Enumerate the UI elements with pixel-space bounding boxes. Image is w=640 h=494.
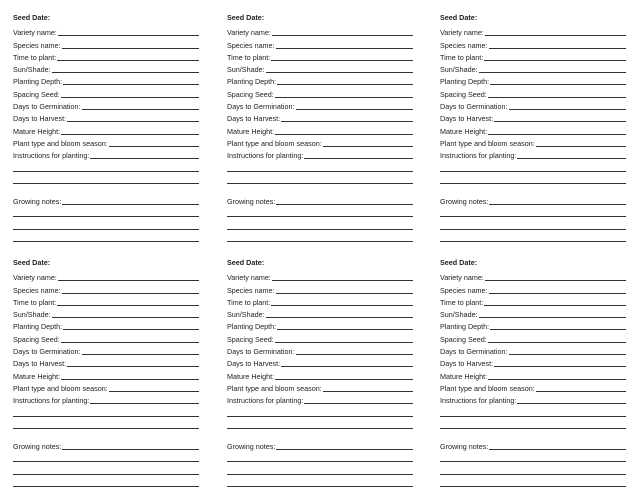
germination-row	[227, 344, 413, 356]
notes-line[interactable]	[440, 231, 626, 243]
bloom-field[interactable]	[323, 146, 413, 147]
spacing-row	[440, 331, 626, 343]
bloom-label: Plant type and bloom season:	[440, 138, 535, 148]
seed-date-heading: Seed Date:	[227, 13, 265, 22]
bloom-field[interactable]	[109, 391, 199, 392]
bloom-field[interactable]	[536, 391, 626, 392]
variety-row	[13, 25, 199, 37]
spacing-field[interactable]	[275, 342, 413, 343]
height-field[interactable]	[275, 134, 413, 135]
instructions-line[interactable]	[227, 418, 413, 430]
variety-label: Variety name:	[227, 273, 271, 283]
depth-field[interactable]	[277, 329, 413, 330]
notes-line[interactable]	[440, 463, 626, 475]
species-row	[13, 37, 199, 49]
germination-field[interactable]	[296, 354, 413, 355]
notes-row	[227, 439, 413, 451]
notes-row	[227, 194, 413, 206]
bloom-row	[227, 381, 413, 393]
bloom-row	[440, 381, 626, 393]
depth-row	[440, 74, 626, 86]
depth-field[interactable]	[277, 84, 413, 85]
spacing-label: Spacing Seed:	[13, 89, 60, 99]
spacing-row	[227, 331, 413, 343]
harvest-row	[227, 356, 413, 368]
germination-label: Days to Germination:	[440, 347, 508, 357]
instructions-label: Instructions for planting:	[13, 151, 90, 161]
depth-field[interactable]	[490, 84, 626, 85]
seed-card-2	[227, 13, 413, 243]
instructions-line[interactable]	[227, 173, 413, 185]
spacing-label: Spacing Seed:	[227, 89, 274, 99]
spacing-field[interactable]	[275, 97, 413, 98]
depth-label: Planting Depth:	[227, 77, 277, 87]
notes-line[interactable]	[13, 476, 199, 488]
instructions-line[interactable]	[13, 160, 199, 172]
instructions-line[interactable]	[440, 418, 626, 430]
bloom-row	[227, 136, 413, 148]
variety-field[interactable]	[485, 280, 626, 281]
notes-label: Growing notes:	[227, 197, 276, 207]
bloom-field[interactable]	[323, 391, 413, 392]
notes-line[interactable]	[13, 218, 199, 230]
spacing-label: Spacing Seed:	[13, 334, 60, 344]
notes-line[interactable]	[227, 476, 413, 488]
instructions-row	[227, 148, 413, 160]
height-row	[440, 123, 626, 135]
sun-field[interactable]	[266, 317, 413, 318]
depth-row	[13, 319, 199, 331]
instructions-field[interactable]	[517, 403, 626, 404]
variety-label: Variety name:	[440, 273, 484, 283]
bloom-label: Plant type and bloom season:	[227, 138, 322, 148]
variety-label: Variety name:	[227, 28, 271, 38]
height-field[interactable]	[61, 134, 199, 135]
height-label: Mature Height:	[13, 126, 61, 136]
instructions-line[interactable]	[13, 418, 199, 430]
depth-label: Planting Depth:	[13, 77, 63, 87]
germination-row	[13, 344, 199, 356]
height-row	[227, 123, 413, 135]
bloom-field[interactable]	[109, 146, 199, 147]
depth-label: Planting Depth:	[440, 322, 490, 332]
germination-label: Days to Germination:	[440, 102, 508, 112]
time-field[interactable]	[57, 60, 199, 61]
instructions-row	[440, 148, 626, 160]
depth-label: Planting Depth:	[13, 322, 63, 332]
time-label: Time to plant:	[440, 297, 484, 307]
time-field[interactable]	[484, 60, 626, 61]
germination-row	[440, 99, 626, 111]
germination-label: Days to Germination:	[13, 347, 81, 357]
seed-date-heading: Seed Date:	[227, 258, 265, 267]
harvest-label: Days to Harvest:	[227, 114, 281, 124]
time-label: Time to plant:	[13, 297, 57, 307]
sun-row	[227, 307, 413, 319]
sun-row	[440, 62, 626, 74]
time-label: Time to plant:	[227, 52, 271, 62]
germination-field[interactable]	[296, 109, 413, 110]
instructions-row	[13, 393, 199, 405]
notes-row	[440, 439, 626, 451]
harvest-field[interactable]	[494, 366, 626, 367]
time-field[interactable]	[271, 60, 413, 61]
germination-row	[227, 99, 413, 111]
instructions-row	[227, 393, 413, 405]
instructions-line[interactable]	[440, 173, 626, 185]
depth-field[interactable]	[490, 329, 626, 330]
instructions-label: Instructions for planting:	[227, 396, 304, 406]
instructions-label: Instructions for planting:	[227, 151, 304, 161]
harvest-row	[440, 356, 626, 368]
harvest-field[interactable]	[281, 121, 413, 122]
variety-field[interactable]	[485, 35, 626, 36]
notes-line[interactable]	[440, 451, 626, 463]
variety-field[interactable]	[58, 280, 199, 281]
seed-card-5	[227, 258, 413, 488]
time-label: Time to plant:	[13, 52, 57, 62]
notes-line[interactable]	[13, 231, 199, 243]
species-label: Species name:	[440, 40, 488, 50]
harvest-label: Days to Harvest:	[440, 114, 494, 124]
instructions-row	[13, 148, 199, 160]
depth-row	[227, 319, 413, 331]
seed-date-heading: Seed Date:	[440, 13, 478, 22]
variety-label: Variety name:	[13, 28, 57, 38]
height-row	[13, 368, 199, 380]
sun-field[interactable]	[52, 72, 199, 73]
instructions-line[interactable]	[13, 405, 199, 417]
sun-field[interactable]	[266, 72, 413, 73]
sun-field[interactable]	[479, 317, 626, 318]
sun-label: Sun/Shade:	[227, 310, 265, 320]
depth-row	[13, 74, 199, 86]
time-row	[440, 50, 626, 62]
time-field[interactable]	[57, 305, 199, 306]
bloom-label: Plant type and bloom season:	[13, 383, 108, 393]
harvest-field[interactable]	[67, 121, 199, 122]
bloom-label: Plant type and bloom season:	[13, 138, 108, 148]
harvest-label: Days to Harvest:	[227, 359, 281, 369]
bloom-label: Plant type and bloom season:	[440, 383, 535, 393]
species-row	[227, 282, 413, 294]
sun-row	[13, 62, 199, 74]
variety-field[interactable]	[272, 280, 413, 281]
time-row	[227, 295, 413, 307]
sun-row	[13, 307, 199, 319]
germination-row	[13, 99, 199, 111]
notes-row	[13, 439, 199, 451]
height-field[interactable]	[61, 379, 199, 380]
sun-field[interactable]	[52, 317, 199, 318]
instructions-field[interactable]	[517, 158, 626, 159]
notes-label: Growing notes:	[440, 442, 489, 452]
instructions-line[interactable]	[227, 405, 413, 417]
harvest-row	[13, 111, 199, 123]
species-label: Species name:	[440, 285, 488, 295]
harvest-label: Days to Harvest:	[13, 114, 67, 124]
harvest-row	[440, 111, 626, 123]
spacing-row	[227, 86, 413, 98]
sun-label: Sun/Shade:	[440, 65, 478, 75]
notes-line[interactable]	[13, 206, 199, 218]
variety-field[interactable]	[272, 35, 413, 36]
instructions-line[interactable]	[227, 160, 413, 172]
harvest-label: Days to Harvest:	[13, 359, 67, 369]
sun-label: Sun/Shade:	[13, 65, 51, 75]
notes-line[interactable]	[13, 463, 199, 475]
spacing-field[interactable]	[488, 342, 626, 343]
harvest-field[interactable]	[494, 121, 626, 122]
species-label: Species name:	[13, 285, 61, 295]
species-label: Species name:	[227, 40, 275, 50]
depth-label: Planting Depth:	[227, 322, 277, 332]
variety-label: Variety name:	[440, 28, 484, 38]
depth-label: Planting Depth:	[440, 77, 490, 87]
notes-line[interactable]	[13, 451, 199, 463]
harvest-field[interactable]	[281, 366, 413, 367]
sun-field[interactable]	[479, 72, 626, 73]
species-label: Species name:	[13, 40, 61, 50]
seed-date-heading: Seed Date:	[440, 258, 478, 267]
variety-row	[440, 25, 626, 37]
notes-line[interactable]	[227, 231, 413, 243]
time-row	[13, 295, 199, 307]
species-label: Species name:	[227, 285, 275, 295]
instructions-line[interactable]	[440, 160, 626, 172]
notes-line[interactable]	[227, 451, 413, 463]
notes-label: Growing notes:	[227, 442, 276, 452]
sun-label: Sun/Shade:	[13, 310, 51, 320]
instructions-label: Instructions for planting:	[440, 151, 517, 161]
species-row	[13, 282, 199, 294]
time-field[interactable]	[484, 305, 626, 306]
notes-line[interactable]	[440, 476, 626, 488]
species-field[interactable]	[276, 48, 413, 49]
notes-line[interactable]	[227, 463, 413, 475]
height-label: Mature Height:	[440, 371, 488, 381]
notes-line[interactable]	[440, 218, 626, 230]
height-field[interactable]	[488, 379, 626, 380]
seed-card-1	[13, 13, 199, 243]
notes-line[interactable]	[227, 206, 413, 218]
species-field[interactable]	[276, 293, 413, 294]
germination-field[interactable]	[509, 354, 626, 355]
spacing-label: Spacing Seed:	[440, 334, 487, 344]
germination-label: Days to Germination:	[13, 102, 81, 112]
harvest-label: Days to Harvest:	[440, 359, 494, 369]
notes-label: Growing notes:	[440, 197, 489, 207]
notes-label: Growing notes:	[13, 197, 62, 207]
sun-label: Sun/Shade:	[227, 65, 265, 75]
seed-card-6	[440, 258, 626, 488]
time-row	[227, 50, 413, 62]
bloom-field[interactable]	[536, 146, 626, 147]
instructions-line[interactable]	[440, 405, 626, 417]
instructions-field[interactable]	[304, 158, 413, 159]
spacing-label: Spacing Seed:	[440, 89, 487, 99]
notes-row	[440, 194, 626, 206]
variety-field[interactable]	[58, 35, 199, 36]
instructions-label: Instructions for planting:	[440, 396, 517, 406]
notes-field[interactable]	[489, 204, 626, 205]
species-row	[440, 37, 626, 49]
height-row	[227, 368, 413, 380]
sun-label: Sun/Shade:	[440, 310, 478, 320]
height-label: Mature Height:	[227, 371, 275, 381]
time-label: Time to plant:	[227, 297, 271, 307]
instructions-label: Instructions for planting:	[13, 396, 90, 406]
species-field[interactable]	[489, 48, 626, 49]
species-field[interactable]	[62, 293, 199, 294]
species-row	[440, 282, 626, 294]
instructions-field[interactable]	[90, 403, 199, 404]
spacing-field[interactable]	[488, 97, 626, 98]
variety-label: Variety name:	[13, 273, 57, 283]
notes-label: Growing notes:	[13, 442, 62, 452]
variety-row	[227, 270, 413, 282]
bloom-label: Plant type and bloom season:	[227, 383, 322, 393]
harvest-row	[13, 356, 199, 368]
bloom-row	[13, 381, 199, 393]
notes-field[interactable]	[276, 449, 413, 450]
bloom-row	[440, 136, 626, 148]
harvest-field[interactable]	[67, 366, 199, 367]
spacing-row	[440, 86, 626, 98]
instructions-row	[440, 393, 626, 405]
notes-field[interactable]	[62, 449, 199, 450]
depth-row	[227, 74, 413, 86]
germination-label: Days to Germination:	[227, 347, 295, 357]
spacing-row	[13, 331, 199, 343]
depth-field[interactable]	[63, 84, 199, 85]
germination-field[interactable]	[82, 109, 199, 110]
time-row	[13, 50, 199, 62]
bloom-row	[13, 136, 199, 148]
instructions-field[interactable]	[90, 158, 199, 159]
species-field[interactable]	[62, 48, 199, 49]
variety-row	[227, 25, 413, 37]
time-label: Time to plant:	[440, 52, 484, 62]
time-field[interactable]	[271, 305, 413, 306]
seed-card-3	[440, 13, 626, 243]
germination-field[interactable]	[82, 354, 199, 355]
germination-field[interactable]	[509, 109, 626, 110]
variety-row	[440, 270, 626, 282]
notes-line[interactable]	[440, 206, 626, 218]
height-label: Mature Height:	[440, 126, 488, 136]
spacing-field[interactable]	[61, 97, 199, 98]
instructions-field[interactable]	[304, 403, 413, 404]
height-label: Mature Height:	[227, 126, 275, 136]
sun-row	[227, 62, 413, 74]
variety-row	[13, 270, 199, 282]
notes-field[interactable]	[489, 449, 626, 450]
harvest-row	[227, 111, 413, 123]
seed-date-heading: Seed Date:	[13, 258, 51, 267]
seed-card-4	[13, 258, 199, 488]
notes-field[interactable]	[276, 204, 413, 205]
instructions-line[interactable]	[13, 173, 199, 185]
spacing-field[interactable]	[61, 342, 199, 343]
height-field[interactable]	[488, 134, 626, 135]
notes-row	[13, 194, 199, 206]
notes-line[interactable]	[227, 218, 413, 230]
height-label: Mature Height:	[13, 371, 61, 381]
spacing-row	[13, 86, 199, 98]
sun-row	[440, 307, 626, 319]
species-field[interactable]	[489, 293, 626, 294]
species-row	[227, 37, 413, 49]
height-row	[13, 123, 199, 135]
notes-field[interactable]	[62, 204, 199, 205]
height-field[interactable]	[275, 379, 413, 380]
germination-label: Days to Germination:	[227, 102, 295, 112]
seed-date-heading: Seed Date:	[13, 13, 51, 22]
spacing-label: Spacing Seed:	[227, 334, 274, 344]
height-row	[440, 368, 626, 380]
depth-row	[440, 319, 626, 331]
germination-row	[440, 344, 626, 356]
depth-field[interactable]	[63, 329, 199, 330]
time-row	[440, 295, 626, 307]
